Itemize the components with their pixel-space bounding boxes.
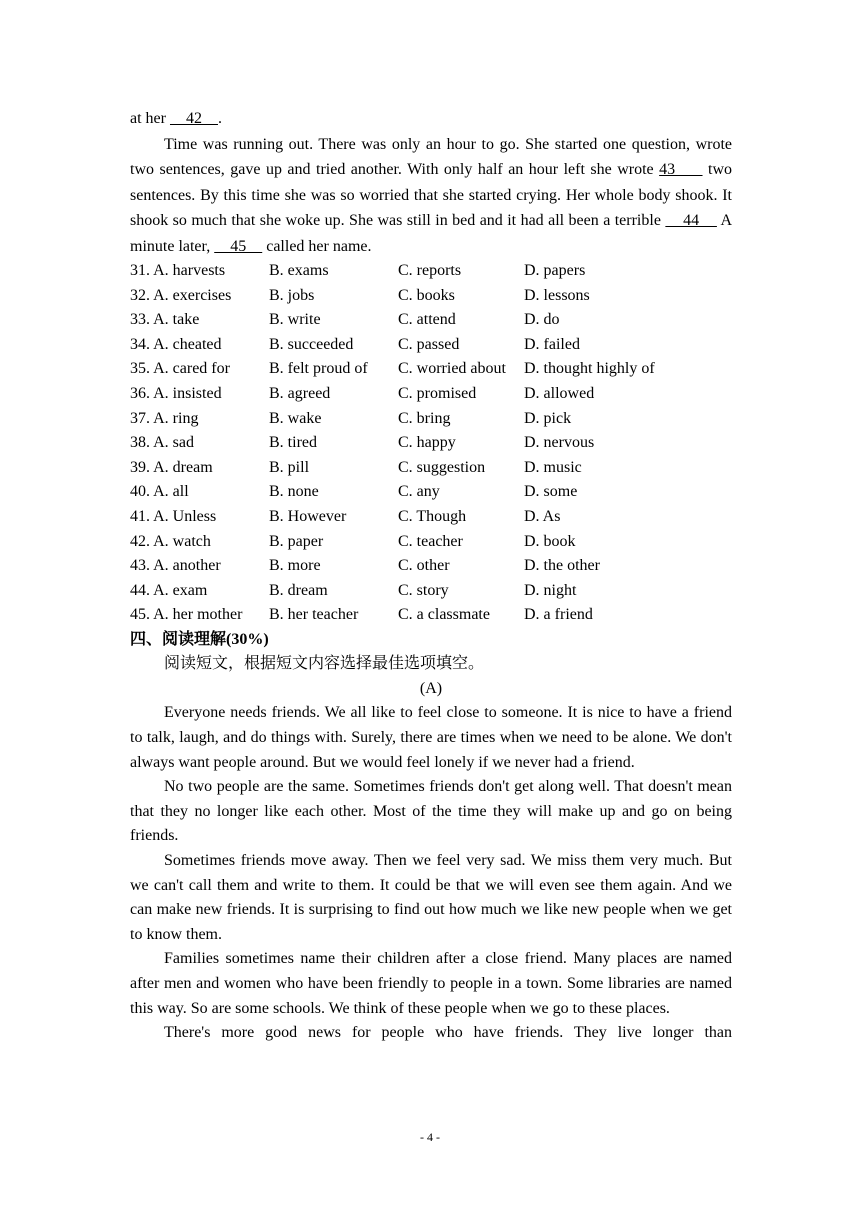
- option-a: 34. A. cheated: [130, 335, 222, 353]
- option-b: B. tired: [269, 434, 317, 452]
- option-d: D. night: [524, 581, 577, 599]
- option-a: 44. A. exam: [130, 581, 208, 599]
- option-row: [130, 382, 732, 407]
- option-d: D. thought highly of: [524, 360, 655, 378]
- option-row: [130, 530, 732, 555]
- option-d: D. nervous: [524, 434, 595, 452]
- option-c: C. suggestion: [398, 458, 486, 476]
- reading-paragraph: Families sometimes name their children after a close friend. Many places are named after men and women who have been friendly to people in a town. Some libraries are named this way. So are some schools. We think of these people when we go to these places.: [130, 950, 732, 1017]
- option-d: D. lessons: [524, 286, 590, 304]
- option-row: [130, 480, 732, 505]
- option-c: C. Though: [398, 507, 467, 525]
- option-a: 45. A. her mother: [130, 606, 243, 624]
- reading-paragraph: Everyone needs friends. We all like to feel close to someone. It is nice to have a friend to talk, laugh, and do things with. Surely, there are times when we need to be alone. We don't always want people around. But we would feel lonely if we never had a friend.: [130, 704, 732, 771]
- option-d: D. music: [524, 458, 582, 476]
- section-title: 四、阅读理解(30%): [130, 630, 269, 648]
- option-b: B. jobs: [269, 286, 315, 304]
- text-fragment: two sentences. By this time she was so worried that she started crying. Her whole body shook. It shook so much that she woke up. She was still in bed and it had all been a terrible: [130, 161, 733, 229]
- option-c: C. happy: [398, 434, 456, 452]
- option-a: 41. A. Unless: [130, 507, 217, 525]
- option-b: B. However: [269, 507, 347, 525]
- blank-42: 42: [169, 110, 218, 127]
- option-b: B. agreed: [269, 384, 331, 402]
- blank-45: 45: [214, 237, 263, 255]
- option-c: C. bring: [398, 409, 451, 427]
- option-a: 33. A. take: [130, 311, 200, 329]
- option-row: [130, 333, 732, 358]
- text-fragment: called her name.: [262, 237, 372, 255]
- option-a: 39. A. dream: [130, 458, 213, 476]
- option-d: D. book: [524, 532, 576, 550]
- option-c: C. any: [398, 483, 440, 501]
- option-a: 36. A. insisted: [130, 384, 222, 402]
- option-b: B. none: [269, 483, 319, 501]
- option-d: D. allowed: [524, 384, 595, 402]
- option-c: C. books: [398, 286, 455, 304]
- option-b: B. felt proud of: [269, 360, 368, 378]
- option-row: [130, 579, 732, 604]
- option-row: [130, 357, 732, 382]
- option-a: 37. A. ring: [130, 409, 199, 427]
- reading-paragraph: No two people are the same. Sometimes friends don't get along well. That doesn't mean that they no longer like each other. Most of the time they will make up and go on being friends.: [130, 778, 732, 845]
- option-b: B. exams: [269, 262, 329, 279]
- option-a: 35. A. cared for: [130, 360, 230, 378]
- option-c: C. teacher: [398, 532, 463, 550]
- options-list: [130, 259, 732, 628]
- option-d: D. papers: [524, 262, 586, 279]
- option-b: B. wake: [269, 409, 322, 427]
- option-c: C. promised: [398, 384, 477, 402]
- option-a: 38. A. sad: [130, 434, 194, 452]
- text-fragment: .: [217, 110, 222, 127]
- option-b: B. write: [269, 311, 321, 329]
- option-b: B. succeeded: [269, 335, 354, 353]
- passage-label: (A): [419, 679, 443, 697]
- option-a: 31. A. harvests: [130, 262, 226, 279]
- option-d: D. pick: [524, 409, 572, 427]
- option-b: B. paper: [269, 532, 324, 550]
- option-d: D. do: [524, 311, 560, 329]
- option-d: D. the other: [524, 557, 600, 575]
- page-content: [130, 106, 732, 1046]
- option-a: 40. A. all: [130, 483, 189, 501]
- option-row: [130, 284, 732, 309]
- option-row: [130, 554, 732, 579]
- option-c: C. passed: [398, 335, 460, 353]
- option-c: C. worried about: [398, 360, 506, 378]
- blank-43: 43: [659, 161, 703, 178]
- option-c: C. attend: [398, 311, 456, 329]
- option-row: [130, 456, 732, 481]
- option-b: B. dream: [269, 581, 328, 599]
- option-row: [130, 603, 732, 628]
- option-a: 32. A. exercises: [130, 286, 232, 304]
- page-number: - 4 -: [420, 1130, 440, 1144]
- option-row: [130, 505, 732, 530]
- section-instruction: 阅读短文，根据短文内容选择最佳选项填空。: [164, 655, 485, 673]
- passage-paragraph: [130, 132, 732, 260]
- option-c: C. story: [398, 581, 449, 599]
- option-d: D. failed: [524, 335, 580, 353]
- option-c: C. other: [398, 557, 450, 575]
- reading-passage: [130, 701, 732, 1045]
- option-c: C. reports: [398, 262, 462, 279]
- option-a: 43. A. another: [130, 557, 221, 575]
- text-fragment: at her: [130, 110, 166, 127]
- option-row: [130, 431, 732, 456]
- option-b: B. more: [269, 557, 321, 575]
- option-b: B. her teacher: [269, 606, 359, 624]
- option-c: C. a classmate: [398, 606, 490, 624]
- reading-paragraph: There's more good news for people who have friends. They live longer than: [164, 1024, 732, 1042]
- passage-line-42: [130, 106, 732, 132]
- option-a: 42. A. watch: [130, 532, 211, 550]
- option-d: D. some: [524, 483, 578, 501]
- option-d: D. a friend: [524, 606, 593, 624]
- text-fragment: A minute later,: [130, 212, 733, 255]
- option-row: [130, 407, 732, 432]
- reading-paragraph: Sometimes friends move away. Then we feel very sad. We miss them very much. But we can't call them and write to them. It could be that we will even see them again. And we can make new friends. It is surprising to find out how much we like new people when we get to know them.: [130, 851, 732, 943]
- option-b: B. pill: [269, 458, 310, 476]
- blank-44: 44: [665, 212, 717, 229]
- option-row: [130, 308, 732, 333]
- text-fragment: Time was running out. There was only an hour to go. She started one question, wrote two sentences, gave up and tried another. With only half an hour left she wrote: [130, 135, 732, 178]
- option-d: D. As: [524, 507, 561, 525]
- option-row: [130, 259, 732, 284]
